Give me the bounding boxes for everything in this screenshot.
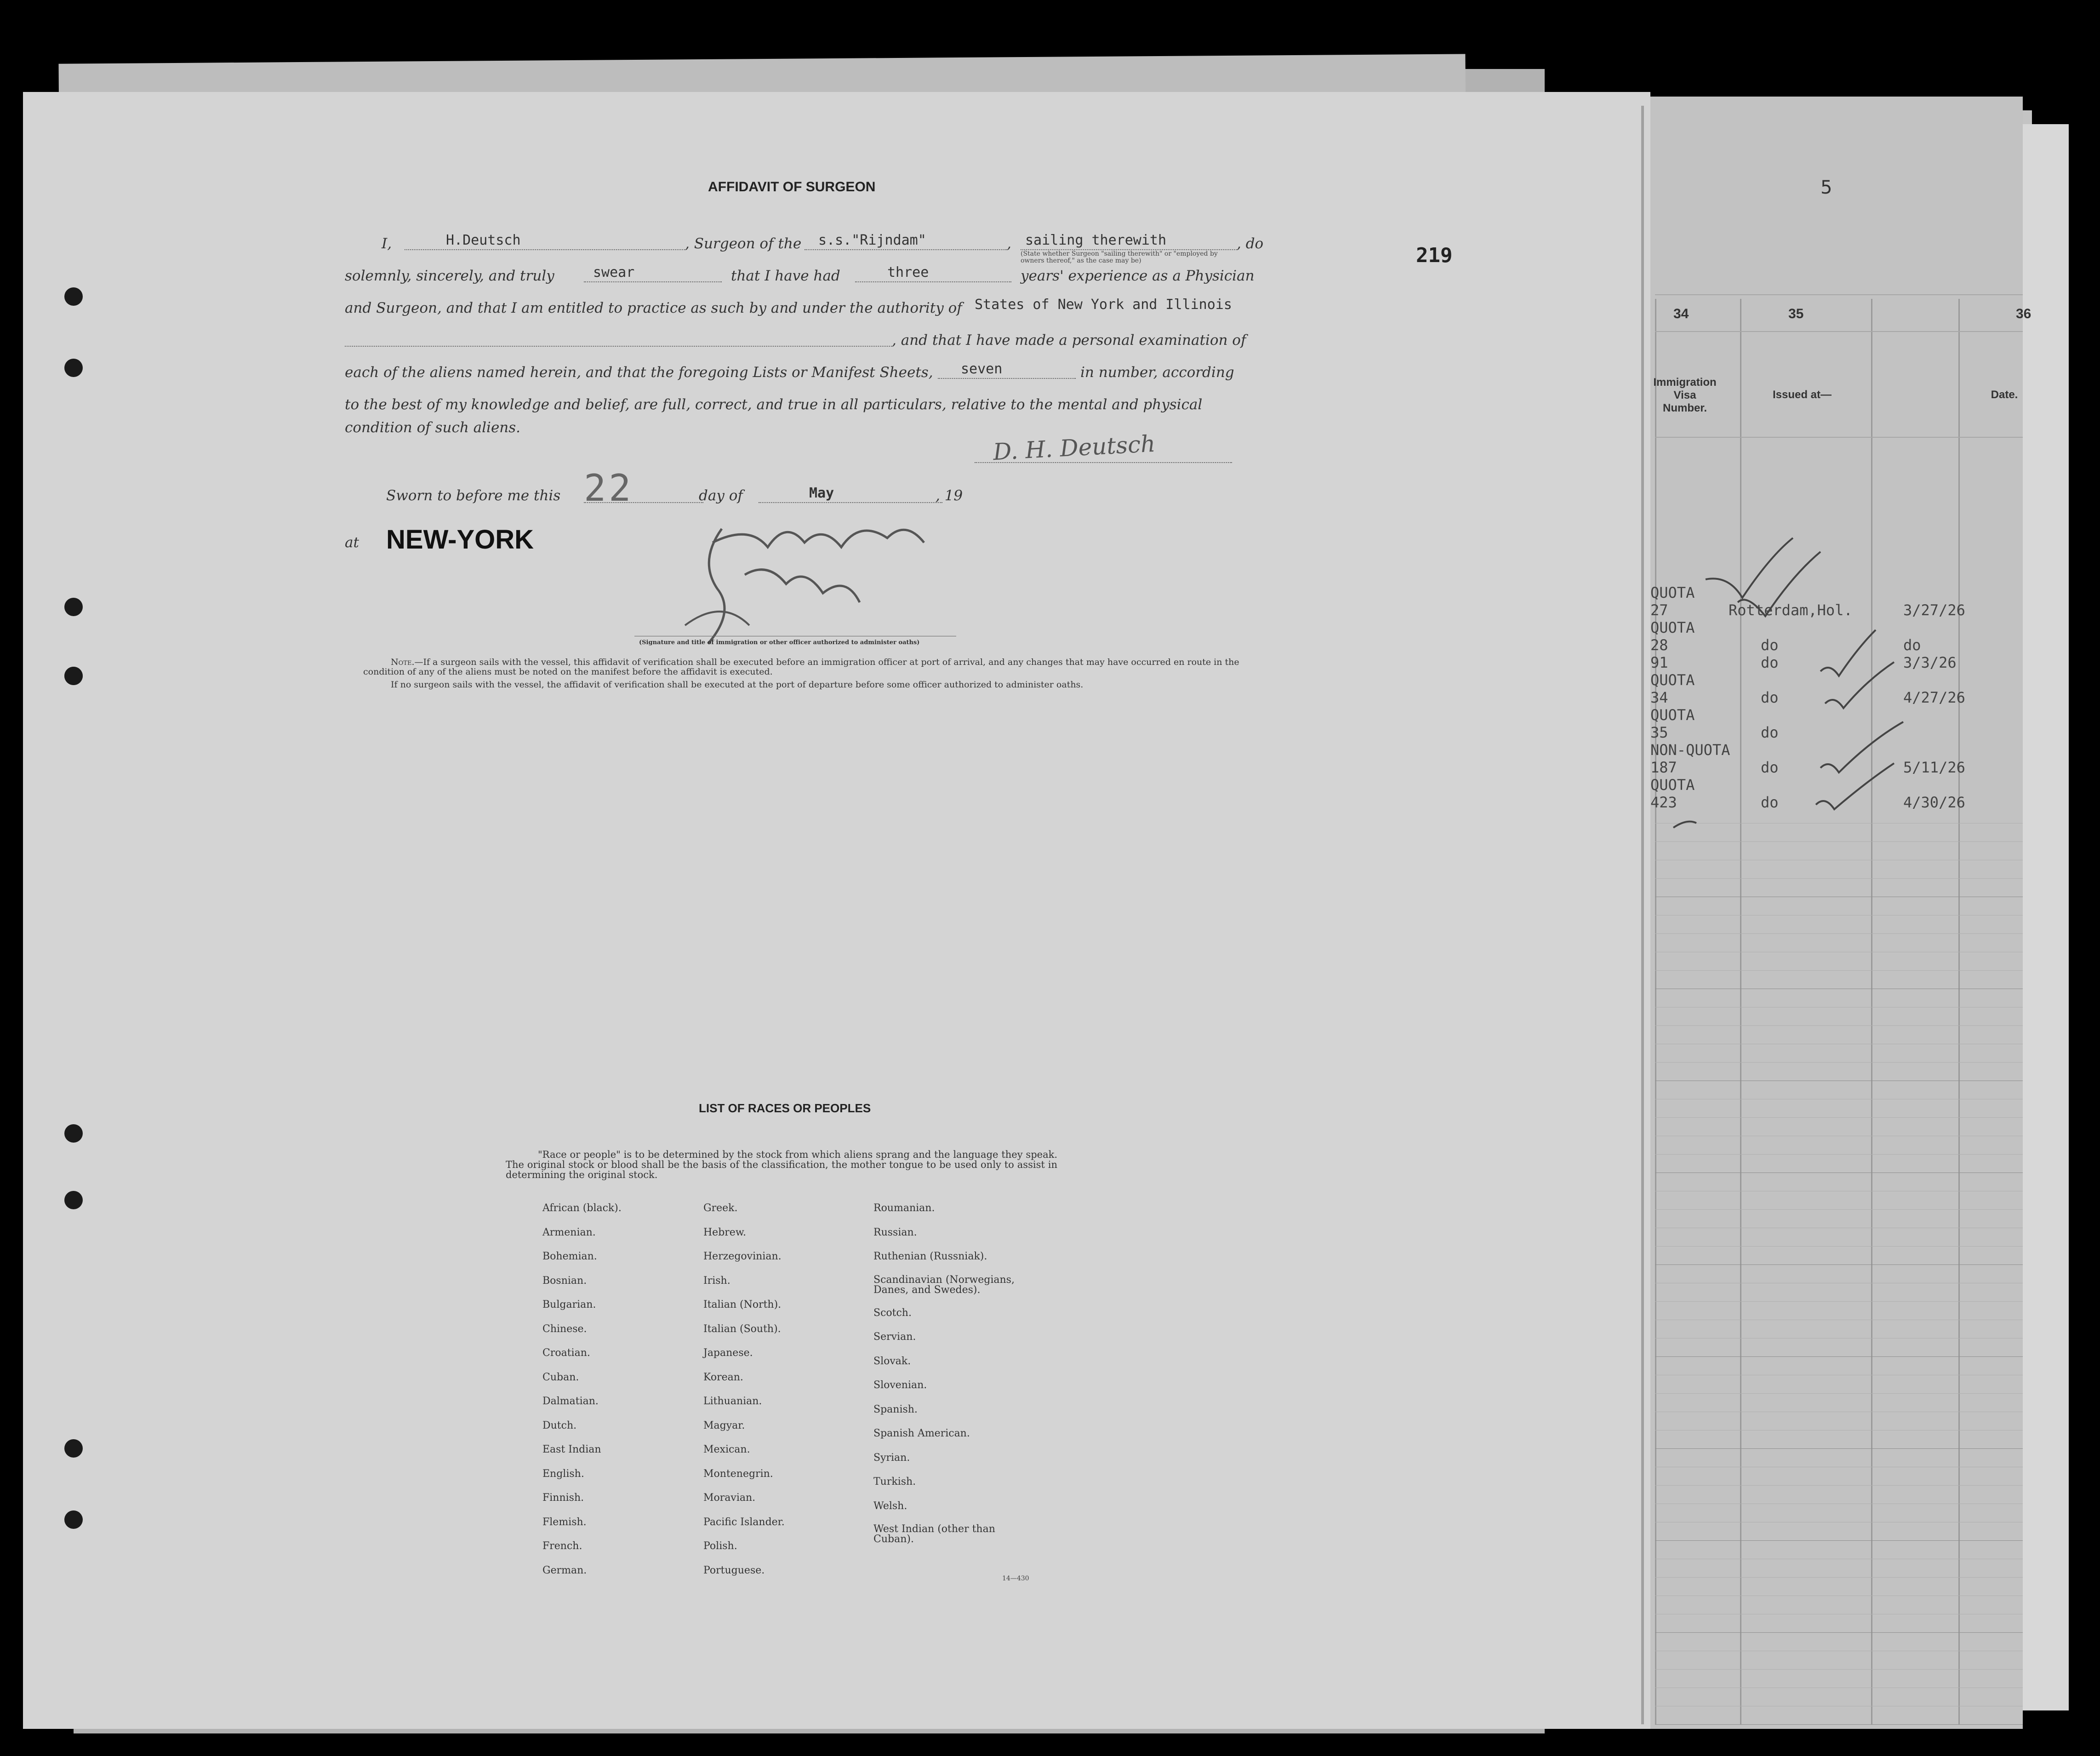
surgeon-signature: D. H. Deutsch [992, 430, 1156, 466]
visa-number-cell: 34 [1650, 689, 1668, 706]
column-header: Issued at— [1772, 389, 1832, 401]
race-item: Moravian. [703, 1492, 756, 1504]
ledger-rule [1655, 1540, 2023, 1541]
race-item: Syrian. [873, 1452, 910, 1464]
race-item: Italian (North). [703, 1299, 782, 1310]
race-item: Bosnian. [542, 1275, 587, 1287]
visa-number-cell: QUOTA [1650, 619, 1695, 636]
race-item: Armenian. [542, 1226, 596, 1238]
punch-hole-icon [64, 359, 83, 377]
race-item: Roumanian. [873, 1202, 935, 1214]
ship-name: s.s."Rijndam" [818, 232, 926, 248]
date-cell: 4/27/26 [1903, 689, 1965, 706]
blank-line [938, 378, 1076, 379]
ledger-rule [1655, 1485, 2023, 1486]
ledger-rule [1655, 1117, 2023, 1118]
affidavit-note [363, 658, 1283, 677]
race-item: West Indian (other than Cuban). [873, 1523, 995, 1545]
race-item: Russian. [873, 1226, 917, 1238]
sworn-month: May [809, 485, 834, 501]
ledger-rule [1655, 1246, 2023, 1247]
race-item: Finnish. [542, 1492, 584, 1504]
sailing-status: sailing therewith [1025, 232, 1167, 248]
blank-line [584, 281, 722, 282]
punch-hole-icon [64, 667, 83, 685]
race-item: Hebrew. [703, 1226, 747, 1238]
affidavit-text: and Surgeon, and that I am entitled to practice as such by and under the authority of [345, 300, 962, 316]
page-number: 219 [1416, 244, 1453, 267]
visa-number-cell: 423 [1650, 794, 1677, 811]
affidavit-text: , 19 [936, 487, 963, 504]
affidavit-page [23, 92, 1650, 1729]
race-item: Japanese. [703, 1347, 753, 1359]
visa-table [1650, 299, 2032, 1724]
issued-at-cell: Rotterdam,Hol. [1729, 601, 1853, 619]
sworn-day: 22 [584, 467, 634, 509]
visa-number-cell: QUOTA [1650, 706, 1695, 724]
affidavit-text: in number, according [1080, 364, 1234, 381]
table-rule [1655, 294, 2023, 295]
manifest-right-page [1637, 97, 2032, 1729]
race-item: Greek. [703, 1202, 738, 1214]
column-number: 35 [1788, 306, 1804, 321]
race-item: Chinese. [542, 1323, 587, 1335]
blank-line [405, 249, 685, 250]
affidavit-text: , [1007, 235, 1011, 252]
race-item: Scotch. [873, 1307, 912, 1319]
date-cell: 5/11/26 [1903, 759, 1965, 776]
check-mark [1673, 822, 1696, 828]
affidavit-text: each of the aliens named herein, and that the foregoing Lists or Manifest Sheets, [345, 364, 933, 381]
ledger-rule [1655, 1577, 2023, 1578]
punch-hole-icon [64, 287, 83, 306]
race-item: Flemish. [542, 1516, 587, 1528]
officer-caption: (Signature and title of immigration or other officer authorized to administer oaths) [639, 639, 920, 646]
check-mark [1820, 630, 1876, 676]
visa-number-cell: QUOTA [1650, 671, 1695, 689]
ledger-rule [1655, 1687, 2023, 1688]
visa-number-cell: 91 [1650, 654, 1668, 671]
race-item: Dutch. [542, 1419, 577, 1431]
surgeon-name: H.Deutsch [446, 232, 521, 248]
visa-number-cell: QUOTA [1650, 584, 1695, 601]
visa-number-cell: 35 [1650, 724, 1668, 741]
officer-signature [630, 506, 952, 662]
race-item: Cuban. [542, 1371, 579, 1383]
race-item: Lithuanian. [703, 1396, 762, 1407]
affidavit-text: that I have had [731, 268, 840, 284]
column-number: 36 [2016, 306, 2032, 321]
column-header: Immigration Visa Number. [1653, 376, 1717, 414]
column-number: 34 [1673, 306, 1689, 321]
ledger-rule [1655, 1393, 2023, 1394]
ledger-rule [1655, 1724, 2023, 1725]
ledger-rule [1655, 1356, 2023, 1357]
races-intro: "Race or people" is to be determined by the stock from which aliens sprang and the language they speak. The original stock or blood shall be the basis of the classification, the mother tongue to be used only to assist in determining the original stock. [506, 1149, 1057, 1180]
ledger-rule [1655, 1062, 2023, 1063]
sheet-number: 5 [1820, 177, 1832, 198]
race-item: Portuguese. [703, 1564, 765, 1576]
punch-hole-icon [64, 1191, 83, 1209]
race-item: Montenegrin. [703, 1468, 773, 1480]
date-cell: 3/27/26 [1903, 601, 1965, 619]
affidavit-text: at [345, 534, 359, 551]
visa-number-cell: NON-QUOTA [1650, 741, 1730, 759]
ledger-rule [1655, 970, 2023, 971]
affidavit-title: AFFIDAVIT OF SURGEON [708, 179, 876, 194]
practice-authority: States of New York and Illinois [975, 297, 1232, 313]
race-item: Turkish. [873, 1476, 916, 1487]
sheet-count: seven [961, 361, 1003, 377]
years-experience: three [887, 264, 929, 280]
punch-hole-icon [64, 1439, 83, 1458]
race-item: Welsh. [873, 1500, 907, 1512]
blank-line [805, 249, 1007, 250]
race-item: Italian (South). [703, 1323, 781, 1335]
affidavit-text: Sworn to before me this [386, 487, 561, 504]
form-code: 14—430 [1002, 1575, 1029, 1582]
date-cell: 4/30/26 [1903, 794, 1965, 811]
blank-line [345, 346, 892, 347]
race-item: Servian. [873, 1331, 916, 1343]
blank-line [855, 281, 1011, 282]
race-item: Slovak. [873, 1355, 911, 1367]
affidavit-text: , do [1237, 235, 1264, 252]
blank-line [759, 502, 942, 503]
visa-number-cell: 27 [1650, 601, 1668, 619]
race-item: Korean. [703, 1371, 743, 1383]
sworn-place: NEW-YORK [386, 525, 534, 555]
ledger-rule [1655, 1154, 2023, 1155]
ledger-rule [1655, 1209, 2023, 1210]
affidavit-text: to the best of my knowledge and belief, are full, correct, and true in all particulars, relative to the mental and physical [345, 396, 1203, 413]
race-item: French. [542, 1540, 582, 1552]
affidavit-text: I, [382, 235, 392, 252]
affidavit-text: day of [699, 487, 743, 504]
note-text: —If a surgeon sails with the vessel, this affidavit of verification shall be executed before an immigration officer at port of arrival, and any changes that may have occurred en route in the condition of any of the aliens must be noted on the manifest before the affidavit is executed. [363, 657, 1239, 677]
affidavit-text: solemnly, sincerely, and truly [345, 268, 554, 284]
race-item: Spanish. [873, 1403, 918, 1415]
races-title: LIST OF RACES OR PEOPLES [699, 1101, 871, 1115]
race-item: Irish. [703, 1275, 730, 1287]
note-label: Note. [391, 657, 415, 667]
race-item: African (black). [542, 1202, 622, 1214]
race-item: Mexican. [703, 1444, 750, 1455]
issued-at-cell: do [1761, 654, 1779, 671]
race-item: Magyar. [703, 1419, 745, 1431]
column-header: Date. [1991, 389, 2018, 401]
check-mark [1706, 538, 1793, 598]
race-item: Croatian. [542, 1347, 590, 1359]
visa-number-cell: 187 [1650, 759, 1677, 776]
punch-hole-icon [64, 1510, 83, 1529]
ledger-rule [1655, 1025, 2023, 1026]
race-item: Herzegovinian. [703, 1251, 782, 1262]
oath-type: swear [593, 264, 635, 280]
date-cell: 3/3/26 [1903, 654, 1957, 671]
issued-at-cell: do [1761, 794, 1779, 811]
page-edge [1641, 106, 1644, 1724]
date-cell: do [1903, 636, 1921, 654]
race-item: Bulgarian. [542, 1299, 596, 1310]
ledger-rule [1655, 1448, 2023, 1449]
affidavit-text: years' experience as a Physician [1021, 268, 1255, 284]
ledger-rule [1655, 1669, 2023, 1670]
punch-hole-icon [64, 598, 83, 616]
visa-number-cell: QUOTA [1650, 776, 1695, 794]
issued-at-cell: do [1761, 724, 1779, 741]
ledger-rule [1655, 1264, 2023, 1265]
race-item: Spanish American. [873, 1428, 970, 1439]
issued-at-cell: do [1761, 759, 1779, 776]
race-item: Polish. [703, 1540, 737, 1552]
ledger-rule [1655, 1301, 2023, 1302]
visa-number-cell: 28 [1650, 636, 1668, 654]
issued-at-cell: do [1761, 636, 1779, 654]
affidavit-text: condition of such aliens. [345, 419, 521, 436]
race-item: Pacific Islander. [703, 1516, 785, 1528]
race-item: English. [542, 1468, 584, 1480]
punch-hole-icon [64, 1124, 83, 1143]
affidavit-note: If no surgeon sails with the vessel, the affidavit of verification shall be executed at the port of departure before some officer authorized to administer oaths. [391, 680, 1084, 690]
check-mark [1825, 662, 1894, 708]
race-item: East Indian [542, 1444, 601, 1455]
ledger-rule [1655, 1632, 2023, 1633]
check-marks [1655, 299, 2023, 943]
sailing-note: (State whether Surgeon "sailing therewith" or "employed by owners thereof," as the case may be) [1021, 250, 1218, 264]
affidavit-text: , and that I have made a personal examination of [892, 332, 1246, 349]
check-mark [1816, 763, 1894, 809]
affidavit-text: , Surgeon of the [685, 235, 802, 252]
check-mark [1738, 552, 1820, 616]
race-item: Dalmatian. [542, 1396, 599, 1407]
race-item: German. [542, 1564, 587, 1576]
race-item: Bohemian. [542, 1251, 597, 1262]
race-item: Ruthenian (Russniak). [873, 1251, 987, 1262]
race-item: Scandinavian (Norwegians, Danes, and Swedes). [873, 1274, 1015, 1296]
issued-at-cell: do [1761, 689, 1779, 706]
race-item: Slovenian. [873, 1379, 927, 1391]
